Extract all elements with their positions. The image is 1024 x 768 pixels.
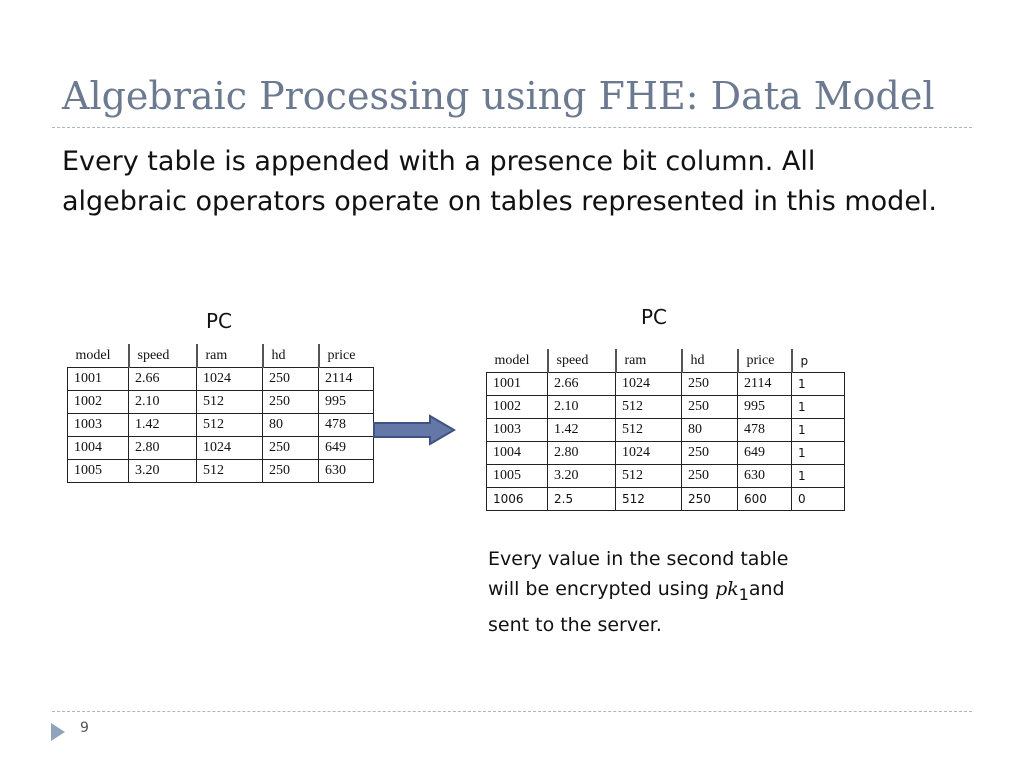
public-key-subscript: 1 — [738, 584, 749, 604]
intro-text: Every table is appended with a presence bit column. All algebraic operators operate on tables represented in this model. — [62, 146, 938, 217]
table-cell: 250 — [682, 465, 738, 488]
table-cell: 1 — [792, 465, 845, 488]
table-cell: 2.80 — [129, 437, 197, 460]
table-cell: 250 — [682, 442, 738, 465]
table-cell: 478 — [738, 419, 792, 442]
table-cell: 0 — [792, 488, 845, 511]
table-cell: 1006 — [487, 488, 548, 511]
table-cell: 250 — [263, 391, 319, 414]
table-row — [487, 373, 845, 396]
table-cell: 478 — [319, 414, 374, 437]
table-cell: 2.66 — [548, 373, 616, 396]
column-header: hd — [263, 344, 319, 368]
note-line-3: sent to the server. — [488, 613, 662, 636]
table-cell: 1 — [792, 373, 845, 396]
column-header: model — [494, 352, 530, 368]
footer-triangle-icon — [50, 722, 66, 742]
table-cell: 1003 — [487, 419, 548, 442]
table-cell: 649 — [738, 442, 792, 465]
column-header: p — [792, 349, 845, 373]
table-cell: 2.80 — [548, 442, 616, 465]
table-cell: 250 — [263, 460, 319, 483]
table-cell: 1002 — [487, 396, 548, 419]
table-row — [487, 419, 845, 442]
table-cell: 630 — [738, 465, 792, 488]
public-key-symbol: pk — [715, 578, 739, 600]
table-cell: 1.42 — [129, 414, 197, 437]
table-cell: 2114 — [738, 373, 792, 396]
table-row — [487, 488, 845, 511]
left-table-caption: PC — [206, 309, 233, 333]
table-cell: 2.66 — [129, 368, 197, 391]
table-cell: 80 — [263, 414, 319, 437]
column-header: price — [738, 349, 792, 373]
table-cell: 250 — [682, 373, 738, 396]
table-row — [487, 465, 845, 488]
original-pc-table — [67, 344, 374, 483]
column-header: model — [75, 347, 111, 363]
table-row — [487, 396, 845, 419]
column-header: speed — [548, 349, 616, 373]
presence-bit-pc-table — [486, 349, 845, 511]
title-divider — [52, 127, 972, 128]
table-cell: 512 — [616, 488, 682, 511]
table-row — [68, 414, 374, 437]
note-line-1: Every value in the second table — [488, 548, 789, 570]
encryption-note — [488, 544, 828, 640]
note-line-2-after: and — [748, 578, 785, 600]
note-line-2-before: will be encrypted using — [488, 578, 716, 600]
table-row — [68, 437, 374, 460]
table-cell: 3.20 — [129, 460, 197, 483]
right-arrow-icon — [372, 414, 456, 446]
table-cell: 3.20 — [548, 465, 616, 488]
table-cell: 250 — [682, 396, 738, 419]
table-cell: 1001 — [68, 368, 129, 391]
table-cell: 512 — [616, 465, 682, 488]
table-cell: 512 — [197, 391, 263, 414]
table-row — [68, 391, 374, 414]
footer-divider — [52, 711, 972, 712]
table-cell: 1024 — [197, 368, 263, 391]
page-number: 9 — [80, 720, 89, 736]
table-cell: 600 — [738, 488, 792, 511]
table-cell: 250 — [682, 488, 738, 511]
table-cell: 1 — [792, 396, 845, 419]
column-header: ram — [197, 344, 263, 368]
column-header: speed — [129, 344, 197, 368]
table-cell: 512 — [616, 396, 682, 419]
table-cell: 512 — [197, 414, 263, 437]
table-cell: 1 — [792, 419, 845, 442]
table-cell: 1003 — [68, 414, 129, 437]
right-table-caption: PC — [641, 305, 668, 329]
table-cell: 2.5 — [548, 488, 616, 511]
table-row — [487, 442, 845, 465]
table-cell: 1.42 — [548, 419, 616, 442]
table-cell: 1 — [792, 442, 845, 465]
table-cell: 1005 — [68, 460, 129, 483]
table-cell: 512 — [197, 460, 263, 483]
column-header: ram — [616, 349, 682, 373]
table-cell: 1024 — [197, 437, 263, 460]
table-cell: 80 — [682, 419, 738, 442]
note-line-2 — [488, 574, 828, 610]
slide-title: Algebraic Processing using FHE: Data Model — [62, 74, 935, 118]
column-header: price — [319, 344, 374, 368]
table-cell: 995 — [738, 396, 792, 419]
table-cell: 2114 — [319, 368, 374, 391]
table-cell: 2.10 — [548, 396, 616, 419]
table-cell: 1001 — [487, 373, 548, 396]
table-cell: 1004 — [487, 442, 548, 465]
column-header: hd — [682, 349, 738, 373]
table-cell: 1002 — [68, 391, 129, 414]
table-cell: 1005 — [487, 465, 548, 488]
table-row — [68, 368, 374, 391]
table-cell: 250 — [263, 368, 319, 391]
table-cell: 512 — [616, 419, 682, 442]
table-row — [68, 460, 374, 483]
table-cell: 649 — [319, 437, 374, 460]
table-cell: 250 — [263, 437, 319, 460]
table-cell: 630 — [319, 460, 374, 483]
table-cell: 1024 — [616, 373, 682, 396]
table-cell: 995 — [319, 391, 374, 414]
table-cell: 1024 — [616, 442, 682, 465]
table-cell: 1004 — [68, 437, 129, 460]
table-cell: 2.10 — [129, 391, 197, 414]
